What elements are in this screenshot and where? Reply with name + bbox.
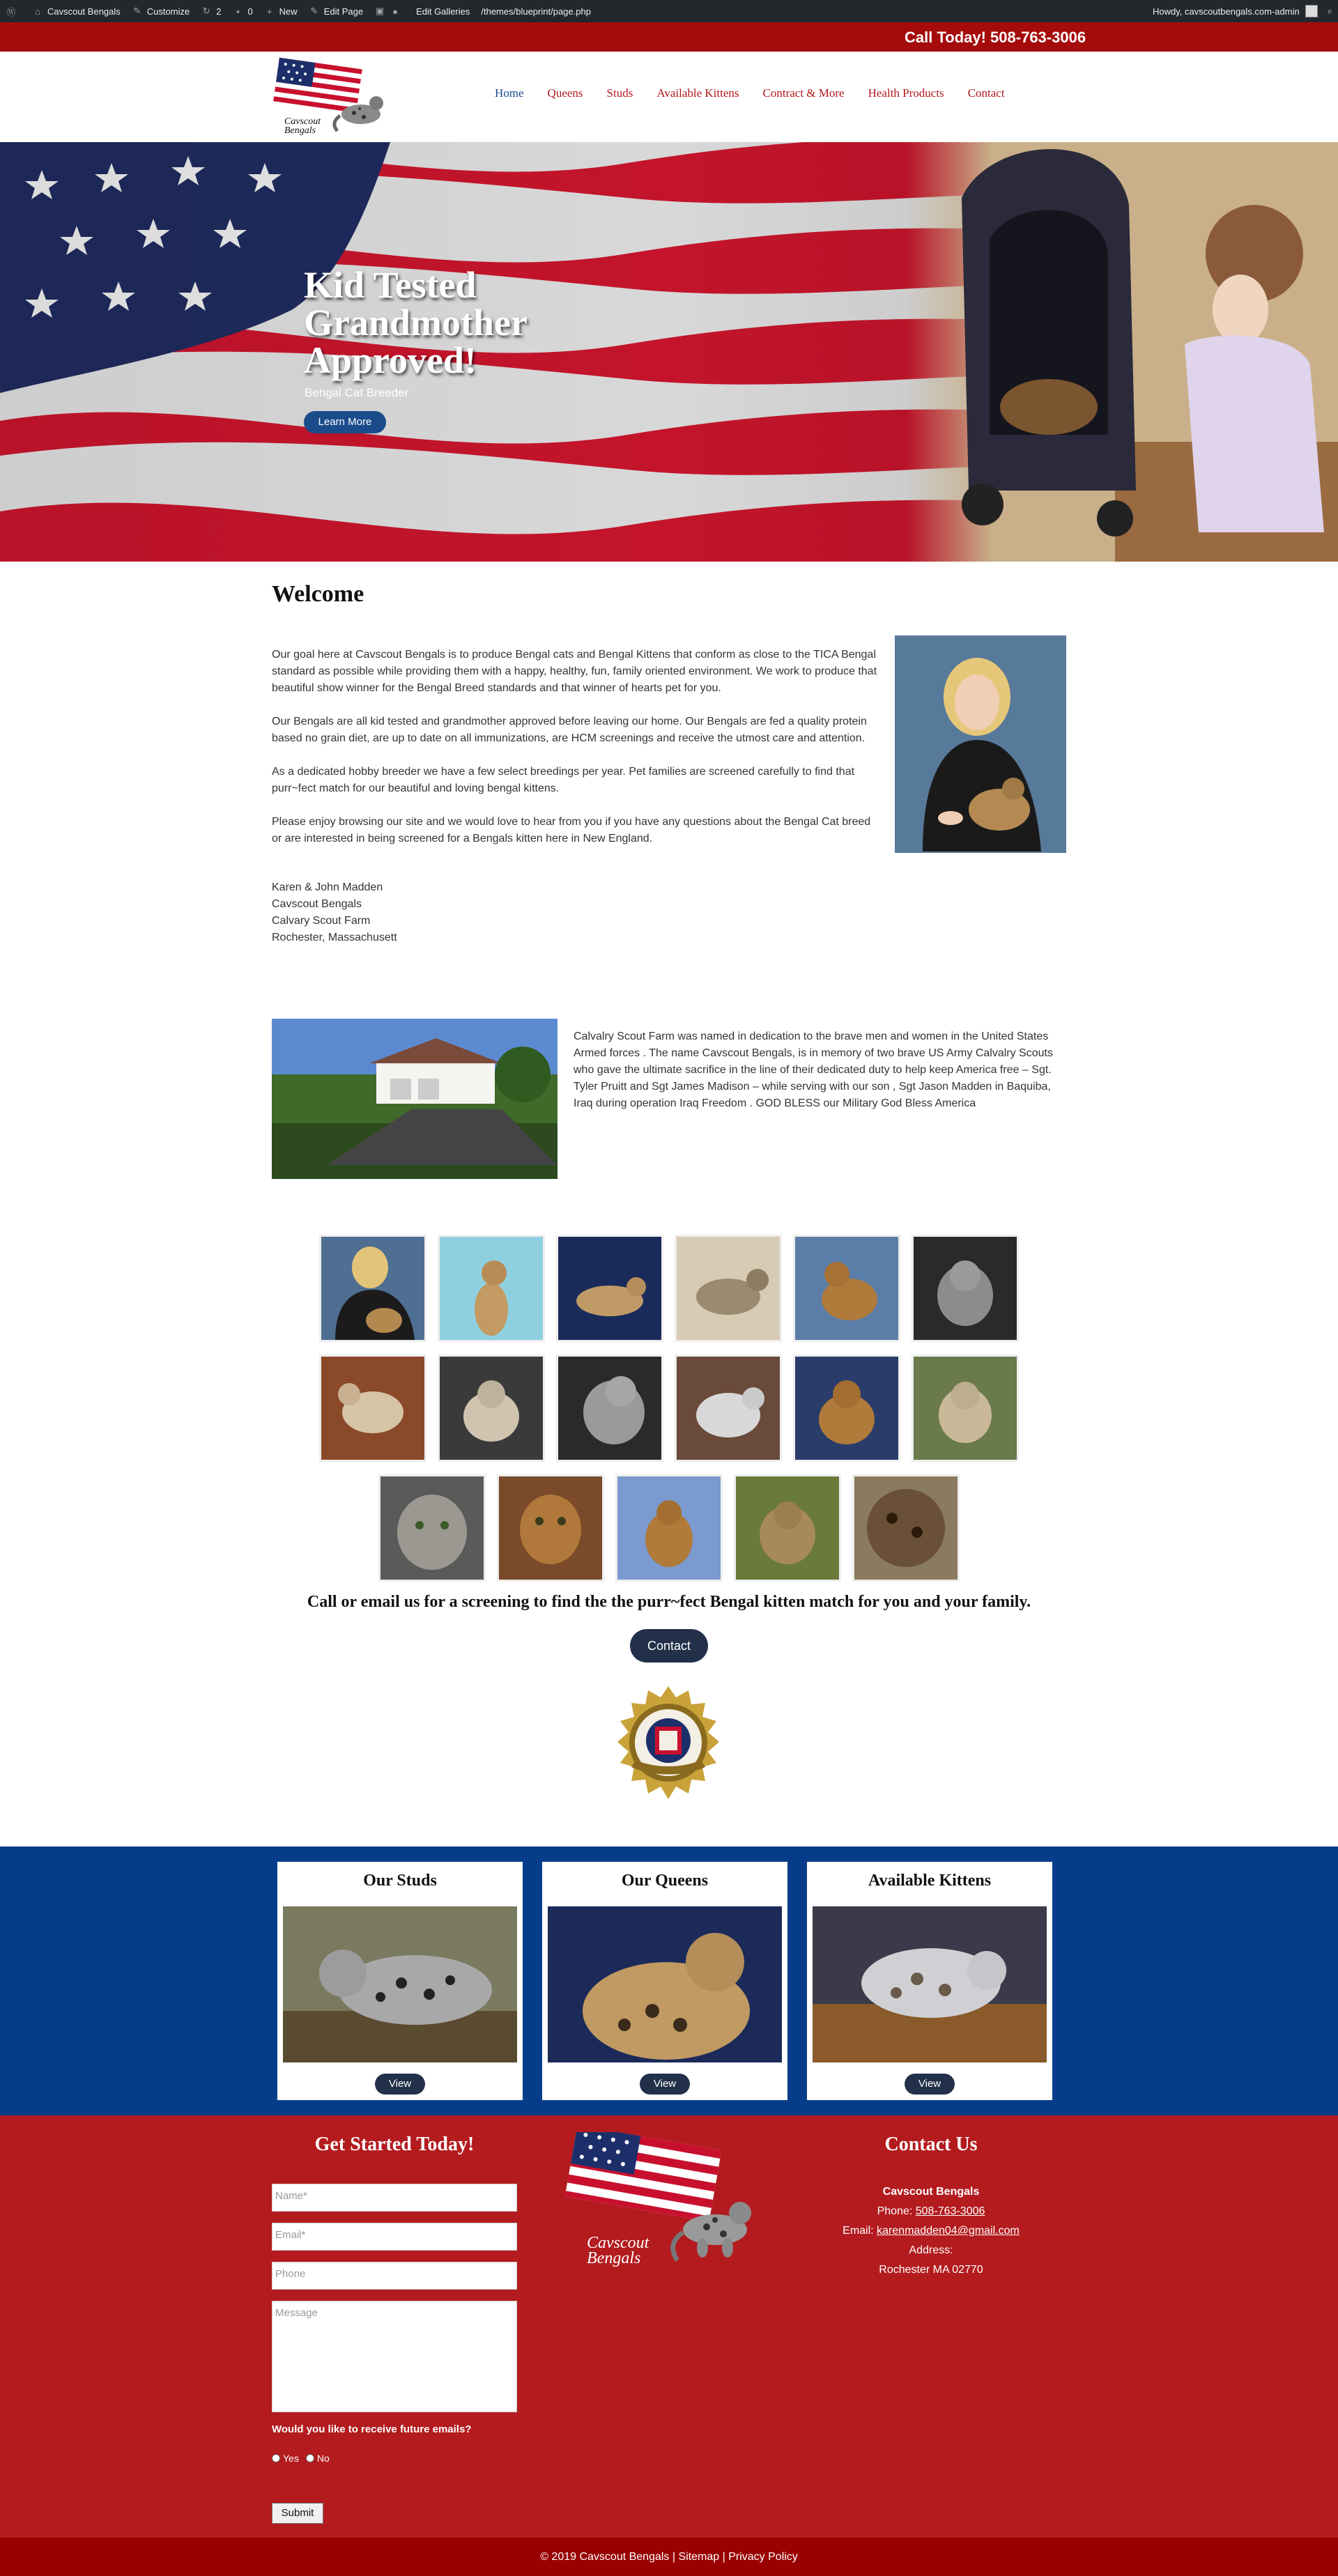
- avatar[interactable]: [1305, 5, 1318, 17]
- stud-cat-photo: [283, 1906, 517, 2062]
- new-label: New: [279, 6, 298, 17]
- cat-photo-image: [558, 1237, 661, 1340]
- gallery-thumbnail[interactable]: [852, 1474, 960, 1582]
- no-label: No: [316, 2453, 330, 2464]
- welcome-text: [272, 647, 878, 864]
- contact-email-line: [808, 2221, 1054, 2241]
- cat-gallery: [0, 1235, 1338, 1594]
- gallery-thumbnail[interactable]: [556, 1355, 663, 1462]
- gallery-row: [0, 1474, 1338, 1582]
- edit-page-label: Edit Page: [323, 6, 364, 17]
- get-started-heading: Get Started Today!: [314, 2134, 475, 2155]
- hero-subtitle: Bengal Cat Breeder: [305, 386, 409, 399]
- future-emails-options: [272, 2453, 337, 2464]
- gallery-thumbnail[interactable]: [556, 1235, 663, 1342]
- email-label: Email:: [843, 2225, 877, 2237]
- template-path: [481, 6, 591, 17]
- site-name-label: Cavscout Bengals: [47, 6, 121, 17]
- learn-more-button[interactable]: Learn More: [304, 411, 386, 433]
- plugin-menu[interactable]: [374, 6, 405, 17]
- queens-card-title: Our Queens: [621, 1872, 709, 1890]
- cat-photo-image: [914, 1237, 1017, 1340]
- logo-text: [284, 117, 321, 135]
- search-icon[interactable]: ⌕: [1327, 6, 1332, 16]
- cat-photo-image: [854, 1476, 958, 1580]
- award-seal-badge: [610, 1685, 726, 1800]
- plugin-icon: ▣: [375, 6, 385, 16]
- phone-field[interactable]: Phone: [272, 2262, 517, 2290]
- studs-card-title: Our Studs: [363, 1872, 437, 1890]
- queens-view-button[interactable]: View: [640, 2074, 690, 2095]
- cat-photo-image: [380, 1476, 484, 1580]
- address-label: Address:: [909, 2244, 953, 2256]
- site-name-menu[interactable]: [32, 6, 121, 17]
- gallery-thumbnail[interactable]: [497, 1474, 604, 1582]
- cat-photo-image: [499, 1476, 602, 1580]
- studs-view-button[interactable]: View: [375, 2074, 425, 2095]
- welcome-paragraph: As a dedicated hobby breeder we have a few select breedings per year. Pet families are screened carefully to find that purr~fect match for our beautiful and loving bengal kittens.: [272, 766, 855, 794]
- gallery-thumbnail[interactable]: [675, 1235, 782, 1342]
- welcome-paragraph: Our goal here at Cavscout Bengals is to produce Bengal cats and Bengal Kittens that conform as close to the TICA Bengal standard as possible while providing them with a happy, healthy, fun, family oriented environment. We work to produce that beautiful show winner for the Bengal Breed standards and that winner of hearts pet for you.: [272, 649, 877, 694]
- future-emails-question: Would you like to receive future emails?: [272, 2423, 472, 2435]
- breeder-with-cat-photo: [895, 635, 1066, 853]
- wp-admin-bar: [0, 0, 1338, 22]
- gallery-thumbnail[interactable]: [793, 1355, 900, 1462]
- hero-title: Kid Tested Grandmother Approved!: [304, 264, 527, 381]
- yes-label: Yes: [283, 2453, 299, 2464]
- signature-line: Calvary Scout Farm: [272, 915, 371, 927]
- girl-with-stroller-photo: [906, 142, 1338, 562]
- site-logo[interactable]: [272, 57, 390, 139]
- queen-cat-photo: [548, 1906, 782, 2062]
- separator: |: [719, 2551, 729, 2563]
- template-path-label: /themes/blueprint/page.php: [481, 6, 591, 17]
- signature-line: Rochester, Massachusett: [272, 932, 397, 943]
- call-today-text[interactable]: Call Today! 508-763-3006: [905, 29, 1086, 46]
- signature-line: Karen & John Madden: [272, 881, 383, 893]
- contact-info: [808, 2182, 1054, 2280]
- gallery-thumbnail[interactable]: [912, 1355, 1019, 1462]
- screening-call-to-action: Call or email us for a screening to find the the purr~fect Bengal kitten match for you and your family.: [307, 1593, 1031, 1611]
- home-icon: ⌂: [35, 6, 40, 17]
- phone-label: Phone:: [877, 2205, 916, 2217]
- kittens-card: [807, 1862, 1052, 2100]
- cat-photo-image: [914, 1357, 1017, 1460]
- cat-photo-image: [795, 1357, 898, 1460]
- cat-photo-image: [321, 1237, 424, 1340]
- welcome-paragraph: Please enjoy browsing our site and we would love to hear from you if you have any questions about the Bengal Cat breed or are interested in being screened for a Bengals kitten here in New England.: [272, 816, 871, 844]
- contact-business-name: Cavscout Bengals: [882, 2186, 980, 2198]
- phone-link[interactable]: 508-763-3006: [915, 2205, 985, 2217]
- dot-icon: ●: [392, 6, 398, 17]
- edit-galleries-menu[interactable]: [416, 6, 470, 17]
- studs-card: [277, 1862, 523, 2100]
- cat-photo-image: [677, 1237, 780, 1340]
- admin-bar-right: [1153, 0, 1332, 22]
- cat-photo-image: [440, 1357, 543, 1460]
- gallery-thumbnail[interactable]: [675, 1355, 782, 1462]
- cat-photo-image: [321, 1357, 424, 1460]
- nav-contract-more[interactable]: Contract & More: [762, 86, 845, 100]
- wp-logo-menu[interactable]: [6, 6, 21, 17]
- name-field[interactable]: Name*: [272, 2184, 517, 2212]
- nav-home[interactable]: Home: [495, 86, 524, 100]
- brush-icon: ✎: [133, 6, 141, 16]
- edit-galleries-label: Edit Galleries: [416, 6, 470, 17]
- nav-studs[interactable]: Studs: [606, 86, 633, 100]
- gallery-thumbnail[interactable]: [438, 1235, 545, 1342]
- welcome-paragraph: Our Bengals are all kid tested and grandmother approved before leaving our home. Our Bengals are fed a quality protein based no grain diet, are up to date on all immunizations, are HCM screenings and receive the utmost care and attention.: [272, 716, 867, 744]
- updates-menu[interactable]: [201, 6, 221, 17]
- updates-count: 2: [216, 6, 222, 17]
- customize-label: Customize: [146, 6, 190, 17]
- email-field[interactable]: Email*: [272, 2223, 517, 2251]
- footer-logo-line-2: Bengals: [587, 2249, 641, 2267]
- wordpress-icon: Ⓦ: [6, 6, 16, 17]
- gallery-row: [0, 1355, 1338, 1462]
- hero-banner: [0, 142, 1338, 562]
- gallery-thumbnail[interactable]: [438, 1355, 545, 1462]
- sitemap-link[interactable]: Sitemap: [678, 2551, 720, 2563]
- privacy-policy-link[interactable]: Privacy Policy: [728, 2551, 798, 2563]
- gallery-thumbnail[interactable]: [793, 1235, 900, 1342]
- footer-logo-line-1: Cavscout: [587, 2234, 649, 2252]
- edit-page-menu[interactable]: [309, 6, 363, 17]
- gallery-thumbnail[interactable]: [319, 1355, 426, 1462]
- gallery-thumbnail[interactable]: [912, 1235, 1019, 1342]
- logo-line-1: Cavscout: [284, 116, 321, 127]
- cat-photo-image: [795, 1237, 898, 1340]
- queens-card: [542, 1862, 787, 2100]
- separator: |: [669, 2551, 679, 2563]
- nav-health-products[interactable]: Health Products: [868, 86, 944, 100]
- copyright-text: © 2019 Cavscout Bengals: [540, 2551, 670, 2563]
- plus-icon: +: [266, 6, 272, 17]
- kitten-photo: [813, 1906, 1047, 2062]
- main-nav: [495, 86, 1029, 100]
- gallery-thumbnail[interactable]: [615, 1474, 723, 1582]
- gallery-row: [0, 1235, 1338, 1342]
- cat-photo-image: [617, 1476, 721, 1580]
- gallery-thumbnail[interactable]: [734, 1474, 841, 1582]
- farm-dedication-text: Calvalry Scout Farm was named in dedication to the brave men and women in the United States Armed forces . The name Cavscout Bengals, is in memory of two brave US Army Calvalry Scouts who gave the ultimate sacrifice in the line of their dedicated duty to help keep America free – Sgt. Tyler Pruitt and Sgt James Madison – while serving with our son , Sgt Jason Madden in Baquiba, Iraq during operation Iraq Freedom . GOD BLESS our Military God Bless America: [574, 1031, 1053, 1109]
- copyright-bar: [0, 2538, 1338, 2576]
- site-header: [0, 52, 1338, 142]
- yes-radio[interactable]: [272, 2454, 280, 2462]
- comments-count: 0: [247, 6, 253, 17]
- contact-us-heading: Contact Us: [884, 2134, 978, 2155]
- nav-contact[interactable]: Contact: [967, 86, 1005, 100]
- nav-queens[interactable]: Queens: [547, 86, 583, 100]
- footer-logo-text: [587, 2235, 649, 2266]
- nav-available-kittens[interactable]: Available Kittens: [656, 86, 739, 100]
- logo-line-2: Bengals: [284, 125, 316, 136]
- admin-bar-left: [6, 0, 602, 22]
- comment-icon: ▪: [236, 6, 240, 17]
- submit-button[interactable]: Submit: [272, 2503, 323, 2524]
- comments-menu[interactable]: [232, 6, 252, 17]
- cat-photo-image: [677, 1357, 780, 1460]
- kittens-card-title: Available Kittens: [868, 1872, 992, 1890]
- address-value: Rochester MA 02770: [879, 2264, 983, 2276]
- kittens-view-button[interactable]: View: [905, 2074, 955, 2095]
- cat-photo-image: [440, 1237, 543, 1340]
- top-call-bar: [0, 22, 1338, 52]
- cat-photo-image: [558, 1357, 661, 1460]
- cat-photo-image: [736, 1476, 839, 1580]
- farm-house-photo: [272, 1019, 558, 1179]
- gallery-thumbnail[interactable]: [319, 1235, 426, 1342]
- customize-menu[interactable]: [132, 6, 190, 17]
- message-field[interactable]: Message: [272, 2301, 517, 2412]
- welcome-heading: Welcome: [272, 581, 364, 607]
- gallery-thumbnail[interactable]: [378, 1474, 486, 1582]
- no-radio[interactable]: [306, 2454, 314, 2462]
- contact-button[interactable]: Contact: [630, 1629, 708, 1663]
- new-content-menu[interactable]: [264, 6, 298, 17]
- signature-line: Cavscout Bengals: [272, 898, 362, 910]
- email-link[interactable]: karenmadden04@gmail.com: [877, 2225, 1020, 2237]
- contact-phone-line: [808, 2202, 1054, 2221]
- howdy-account-menu[interactable]: Howdy, cavscoutbengals.com-admin: [1152, 6, 1300, 17]
- updates-icon: ↻: [202, 6, 210, 16]
- signature-block: [272, 879, 397, 946]
- pencil-icon: ✎: [310, 6, 318, 16]
